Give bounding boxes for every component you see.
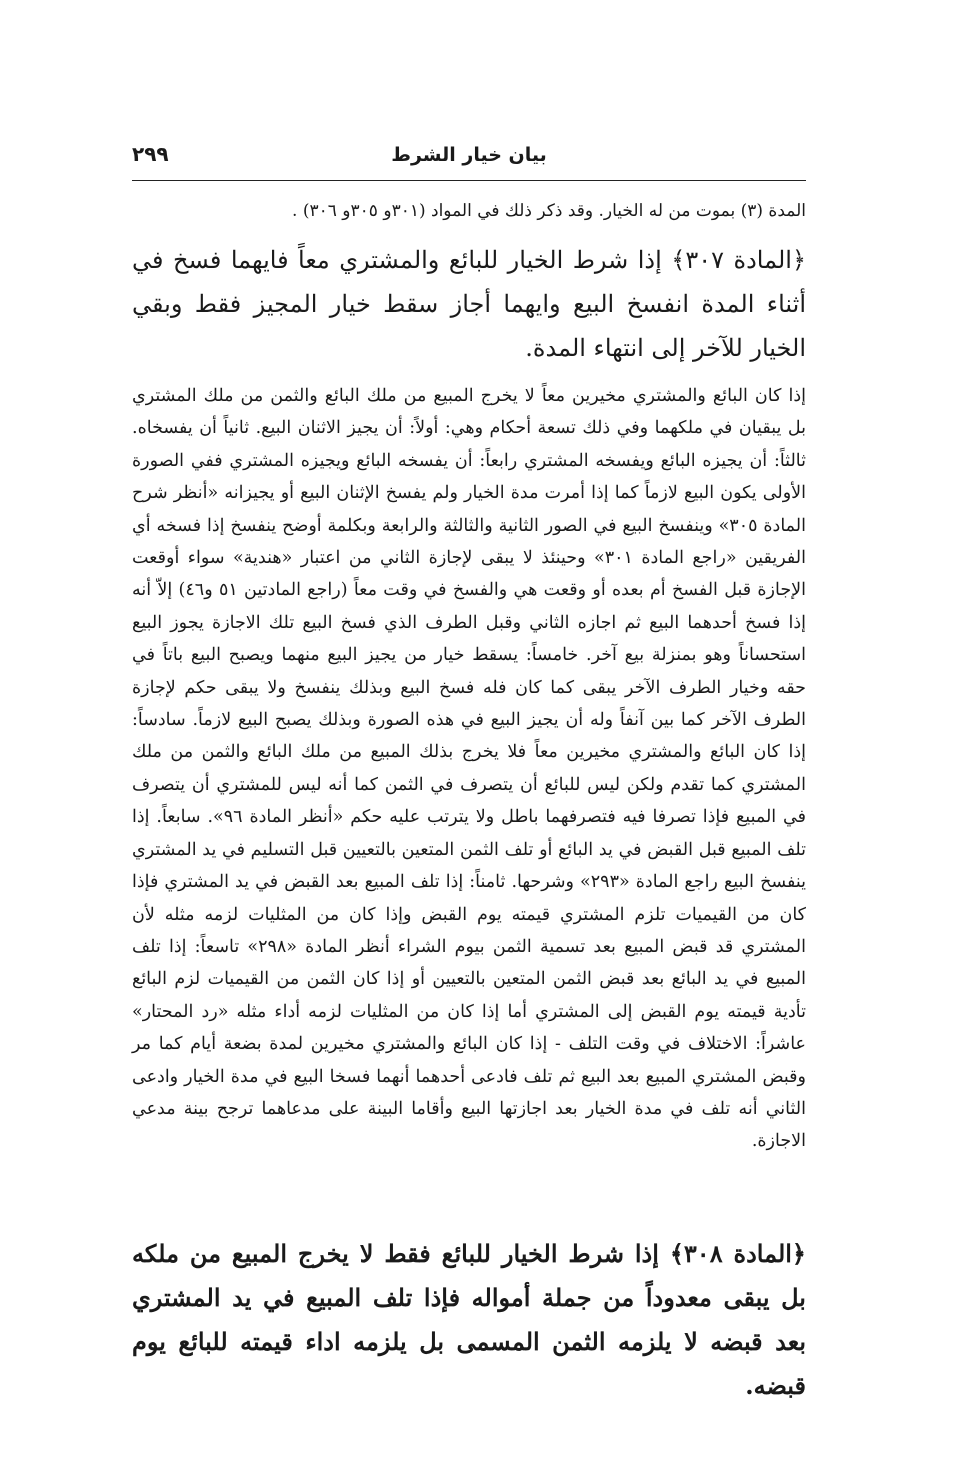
carryover-note: المدة (٣) بموت من له الخيار. وقد ذكر ذلك في المواد (٣٠١و ٣٠٥و ٣٠٦) . [292,201,806,221]
article-308-heading: ﴿المادة ٣٠٨﴾ [669,1239,806,1268]
chapter-title: بيان خيار الشرط [391,144,547,166]
commentary-paragraph: إذا كان البائع والمشتري مخيرين معاً لا يخرج المبيع من ملك البائع والثمن من ملك المشتري بل يبقيان في ملكهما وفي ذلك تسعة أحكام وهي: أولاً: أن يجيز الاثنان البيع. ثانياً أن يفسخاه. ثالثاً: أن يجيزه البائع ويفسخه المشتري رابعاً: أن يفسخه البائع ويجيزه المشتري ففي الصورة الأولى يكون البيع لازماً كما إذا أمرت مدة الخيار ولم يفسخ الإثنان البيع أو يجيزانه «أنظر شرح المادة ٣٠٥» وينفسخ البيع في الصور الثانية والثالثة والرابعة وبكلمة أوضح ينفسخ إذا فسخه أي الفريقين «راجع المادة ٣٠١» وحينئذ لا يبقى لإجازة الثاني من اعتبار «هندية» سواء أوقعت الإجازة قبل الفسخ أم بعده أو وقعت هي والفسخ في وقت معاً (راجع المادتين ٥١ و٤٦) إلاّ أنه إذا فسخ أحدهما البيع ثم اجازه الثاني وقبل الطرف الذي فسخ البيع تلك الاجازة يجوز البيع استحساناً وهو بمنزلة بيع آخر. خامساً: يسقط خيار من يجيز البيع منهما ويصبح البيع باتاً في حقه وخيار الطرف الآخر يبقى كما كان فله فسخ البيع وبذلك ينفسخ ولا يبقى حكم لإجازة الطرف الآخر كما بين آنفاً وله أن يجيز البيع في هذه الصورة وبذلك يصبح البيع لازماً. سادساً: إذا كان البائع والمشتري مخيرين معاً فلا يخرج بذلك المبيع من ملك البائع والثمن من ملك المشتري كما تقدم ولكن ليس للبائع أن يتصرف في الثمن كما أنه ليس للمشتري أن يتصرف في المبيع فإذا تصرفا فيه فتصرفهما باطل ولا يترتب عليه حكم «أنظر المادة ٩٦». سابعاً. إذا تلف المبيع قبل القبض في يد البائع أو تلف الثمن المتعين بالتعيين قبل التسليم في يد المشتري ينفسخ البيع راجع المادة «٢٩٣» وشرحها. ثامناً: إذا تلف المبيع بعد القبض في يد المشتري فإذا كان من القيميات تلزم المشتري قيمته يوم القبض وإذا كان من المثليات لزمه مثله لأن المشتري قد قبض المبيع بعد تسمية الثمن بيوم الشراء أنظر المادة «٢٩٨» تاسعاً: إذا تلف المبيع في يد البائع بعد قبض الثمن المتعين بالتعيين أو إذا كان الثمن من القيميات لزم البائع تأدية قيمته يوم القبض إلى المشتري أما إذا كان من المثليات لزمه أداء مثله «رد المحتار» عاشراً: الاختلاف في وقت التلف - إذا كان البائع والمشتري مخيرين لمدة بضعة أيام كما مر وقبض المشتري المبيع بعد البيع ثم تلف فادعى أحدهما أنهما فسخا البيع في مدة الخيار وادعى الثاني أنه تلف في مدة الخيار بعد اجازتها البيع وأقاما البينة على مدعاهما ترجح بينة مدعي الاجازة. [132,386,807,1152]
article-307-text: إذا شرط الخيار للبائع والمشتري معاً فايهما فسخ في أثناء المدة انفسخ البيع وايهما أجاز سقط خيار المجيز فقط وبقي الخيار للآخر إلى انتهاء المدة. [132,246,806,362]
article-307-heading: ﴿المادة ٣٠٧﴾ [671,246,807,274]
article-307 [132,238,806,370]
article-308 [132,1232,806,1408]
page-number: ٢٩٩ [132,142,169,166]
running-header [132,138,806,178]
header-divider [132,180,806,181]
article-308-text: إذا شرط الخيار للبائع فقط لا يخرج المبيع من ملكه بل يبقى معدوداً من جملة أمواله فإذا تلف المبيع في يد المشتري بعد قبضه لا يلزمه الثمن المسمى بل يلزمه اداء قيمته للبائع يوم قبضه. [132,1239,806,1400]
